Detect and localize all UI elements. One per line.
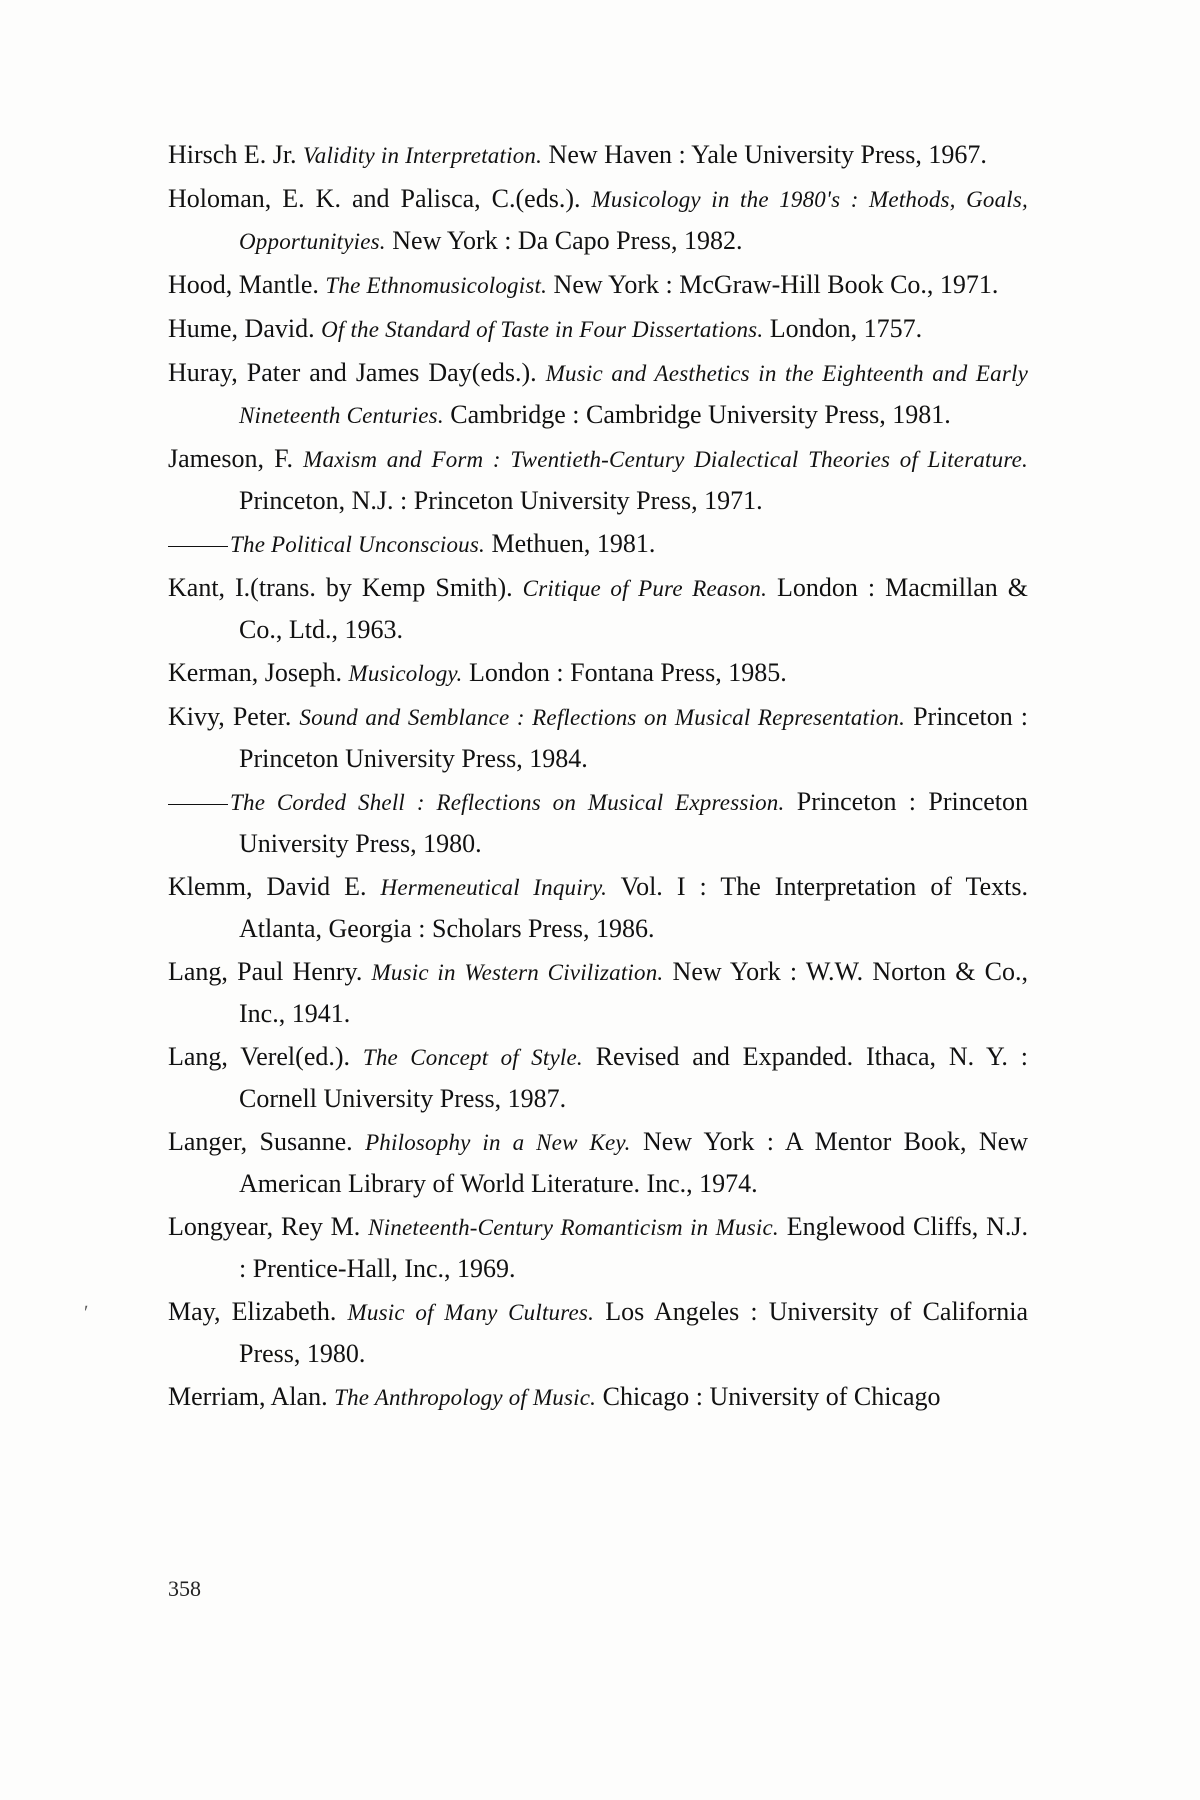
entry-publication: London : Fontana Press, 1985. [462,658,787,687]
entry-title: Hermeneutical Inquiry. [380,875,608,900]
entry-title: The Concept of Style. [362,1045,583,1070]
entry-author: Hirsch E. Jr. [168,140,304,169]
entry-title: Music in Western Civilization. [371,960,664,985]
bib-entry [168,352,1028,436]
entry-author: Huray, Pater and James Day(eds.). [168,358,546,387]
entry-publication: New York : A Mentor Book, New American Library of World Literature. Inc., 1974. [239,1127,1028,1198]
entry-title: Music and Aesthetics in the Eighteenth and Early Nineteenth Centuries. [239,361,1028,428]
entry-title: Nineteenth-Century Romanticism in Music. [368,1215,779,1240]
entry-title: Music of Many Cultures. [347,1300,595,1325]
entry-title: Validity in Interpretation. [303,143,543,168]
bib-entry [168,567,1028,650]
entry-title: Critique of Pure Reason. [522,576,768,601]
entry-publication: Revised and Expanded. Ithaca, N. Y. : Cornell University Press, 1987. [239,1042,1028,1113]
entry-author: Hume, David. [168,314,322,343]
entry-title: Maxism and Form : Twentieth-Century Dialectical Theories of Literature. [303,447,1028,472]
entry-author: Lang, Paul Henry. [168,957,372,986]
bib-entry [168,1376,1028,1418]
bib-entry [168,134,1028,176]
entry-publication: Princeton : Princeton University Press, 1980. [239,787,1028,858]
entry-author: Hood, Mantle. [168,270,326,299]
bib-entry [168,1121,1028,1204]
entry-title: Of the Standard of Taste in Four Dissertations. [321,317,764,342]
entry-title: Sound and Semblance : Reflections on Musical Representation. [299,705,906,730]
bib-entry [168,438,1028,521]
entry-author: Merriam, Alan. [168,1382,335,1411]
entry-publication: Princeton, N.J. : Princeton University Press, 1971. [239,486,763,515]
entry-author: Langer, Susanne. [168,1127,366,1156]
bib-entry [168,951,1028,1034]
bib-entry [168,178,1028,262]
bib-entry [168,1036,1028,1119]
entry-title: The Ethnomusicologist. [325,273,548,298]
entry-author: May, Elizabeth. [168,1297,348,1326]
entry-title: The Corded Shell : Reflections on Musical Expression. [230,790,785,815]
entry-title: The Political Unconscious. [230,532,485,557]
repeat-author-dash [168,546,228,547]
bib-entry [168,696,1028,779]
entry-title: Philosophy in a New Key. [365,1130,631,1155]
repeat-author-dash [168,804,228,805]
bib-entry [168,652,1028,694]
bib-entry [168,264,1028,306]
entry-publication: Cambridge : Cambridge University Press, 1981. [443,400,951,429]
entry-publication: New York : McGraw-Hill Book Co., 1971. [547,270,999,299]
entry-publication: London, 1757. [763,314,923,343]
entry-publication: Englewood Cliffs, N.J. : Prentice-Hall, Inc., 1969. [239,1212,1028,1283]
entry-author: Jameson, F. [168,444,304,473]
entry-author: Klemm, David E. [168,872,381,901]
entry-title: Musicology. [348,661,463,686]
entry-title: The Anthropology of Music. [334,1385,597,1410]
bib-entry [168,523,1028,565]
entry-publication: Los Angeles : University of California Press, 1980. [239,1297,1028,1368]
bib-entry [168,1206,1028,1289]
entry-publication: Methuen, 1981. [484,529,656,558]
entry-author: Kerman, Joseph. [168,658,349,687]
entry-publication: New York : W.W. Norton & Co., Inc., 1941. [239,957,1029,1028]
entry-author: Kivy, Peter. [168,702,300,731]
entry-author: Longyear, Rey M. [168,1212,369,1241]
entry-author: Lang, Verel(ed.). [168,1042,363,1071]
entry-author: Holoman, E. K. and Palisca, C.(eds.). [168,184,592,213]
entry-publication: New York : Da Capo Press, 1982. [385,226,743,255]
page-number: 358 [168,1576,201,1601]
entry-publication: Chicago : University of Chicago [596,1382,941,1411]
entry-author: Kant, I.(trans. by Kemp Smith). [168,573,523,602]
entry-publication: Vol. I : The Interpretation of Texts. Atlanta, Georgia : Scholars Press, 1986. [239,872,1029,943]
bib-entry [168,308,1028,350]
bib-entry [168,866,1028,949]
entry-publication: London : Macmillan & Co., Ltd., 1963. [239,573,1028,644]
entry-publication: New Haven : Yale University Press, 1967. [542,140,987,169]
entry-title: Musicology in the 1980's : Methods, Goals, Opportunityies. [239,187,1028,254]
bibliography-list [84,134,1029,1418]
entry-publication: Princeton : Princeton University Press, 1984. [239,702,1028,773]
bib-entry: ʹ May, Elizabeth. Music of Many Cultures. Los Angeles : University of California Press, 1980. [84,1297,1028,1368]
bib-entry [168,781,1028,864]
